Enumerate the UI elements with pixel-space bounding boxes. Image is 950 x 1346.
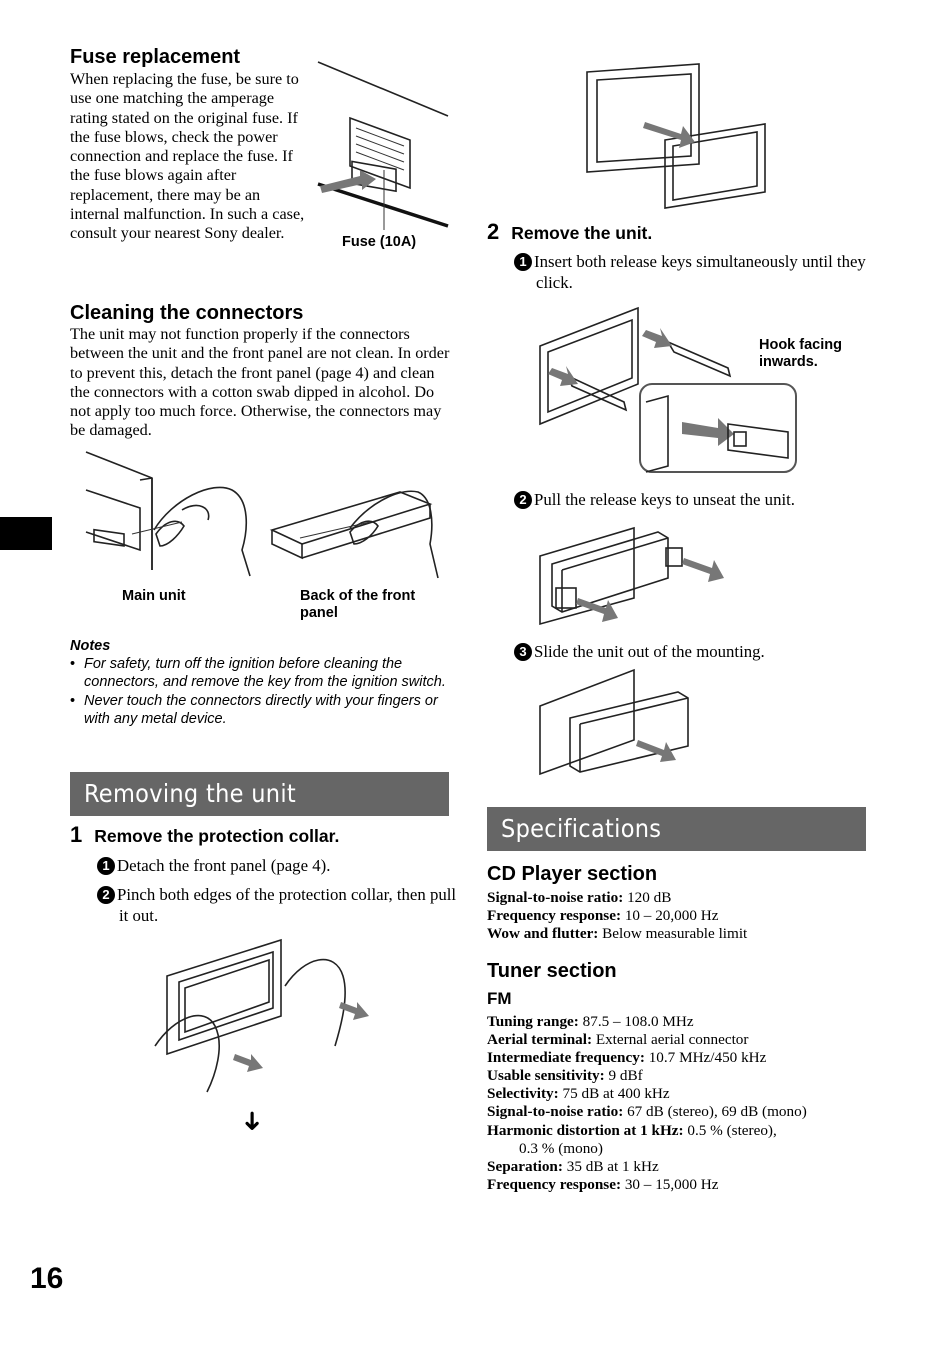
release-keys-illustration [538, 306, 800, 474]
spec-row: Tuning range: 87.5 – 108.0 MHz [487, 1013, 694, 1030]
spec-row: Selectivity: 75 dB at 400 kHz [487, 1085, 670, 1103]
spec-row: Aerial terminal: External aerial connector [487, 1031, 749, 1049]
section-tab [0, 517, 52, 550]
fuse-body: When replacing the fuse, be sure to use one matching the amperage rating stated on the original fuse. If the fuse blows, check the power connection and replace the fuse. If the fuse blows again after replacement, there may be an internal malfunction. In such a case, consult your nearest Sony dealer. [70, 70, 305, 243]
step-number: 2 [487, 219, 500, 244]
step2-sub1 [514, 252, 871, 293]
cd-player-heading: CD Player section [487, 863, 658, 885]
circled-number-icon: 1 [514, 253, 532, 271]
circled-number-icon: 3 [514, 643, 532, 661]
note-item: • For safety, turn off the ignition before cleaning the connectors, and remove the key from the ignition switch. [70, 655, 450, 691]
substep-text: Pinch both edges of the protection collar, then pull it out. [117, 885, 457, 925]
back-panel-label: Back of the front panel [300, 588, 416, 621]
fuse-heading: Fuse replacement [70, 46, 241, 68]
spec-row: Intermediate frequency: 10.7 MHz/450 kHz [487, 1049, 767, 1067]
substep-text: Insert both release keys simultaneously until they click. [534, 252, 866, 292]
down-arrow-icon: ➜ [236, 1110, 267, 1132]
step2-sub2 [514, 490, 854, 511]
spec-row: Signal-to-noise ratio: 120 dB [487, 889, 672, 906]
spec-row: Harmonic distortion at 1 kHz: 0.5 % (stereo), [487, 1121, 777, 1139]
step1-heading [70, 822, 339, 848]
note-item: • Never touch the connectors directly with your fingers or with any metal device. [70, 692, 450, 728]
circled-number-icon: 2 [97, 886, 115, 904]
spec-row: Wow and flutter: Below measurable limit [487, 925, 748, 943]
step-number: 1 [70, 822, 83, 847]
fuse-label: Fuse (10A) [342, 234, 417, 250]
tuner-heading: Tuner section [487, 960, 617, 982]
fm-heading: FM [487, 989, 512, 1008]
substep-text: Pull the release keys to unseat the unit. [534, 490, 795, 509]
spec-row: Signal-to-noise ratio: 67 dB (stereo), 69 dB (mono) [487, 1103, 807, 1121]
spec-row: Usable sensitivity: 9 dBf [487, 1067, 643, 1085]
step-title: Remove the protection collar. [94, 826, 340, 846]
step2-heading [487, 219, 652, 245]
cleaning-heading: Cleaning the connectors [70, 302, 304, 324]
step2-sub3 [514, 642, 854, 663]
hook-label: Hook facing inwards. [759, 337, 842, 370]
circled-number-icon: 1 [97, 857, 115, 875]
main-unit-illustration [82, 450, 252, 580]
step1-sub2 [97, 885, 464, 926]
front-panel-illustration [270, 482, 440, 582]
notes-heading: Notes [70, 638, 111, 654]
step1-sub1 [97, 856, 447, 877]
fuse-illustration [310, 58, 455, 228]
specifications-banner: Specifications [487, 807, 866, 851]
slide-out-illustration [538, 670, 688, 776]
fm-spec-list [487, 1013, 867, 1194]
spec-row: Frequency response: 10 – 20,000 Hz [487, 907, 719, 925]
notes [70, 637, 450, 728]
collar-removal-illustration [145, 936, 375, 1096]
spec-row: Separation: 35 dB at 1 kHz [487, 1157, 659, 1175]
unseat-unit-illustration [538, 528, 728, 624]
step-title: Remove the unit. [511, 223, 653, 243]
cleaning-body: The unit may not function properly if the connectors between the unit and the front panel are not clean. In order to prevent this, detach the front panel (page 4) and clean the connectors with a cotton swab dipped in alcohol. Do not apply too much force. Otherwise, the connectors may be damaged. [70, 325, 450, 440]
substep-text: Slide the unit out of the mounting. [534, 642, 765, 661]
cd-spec-list [487, 889, 867, 943]
page-number: 16 [30, 1262, 64, 1295]
collar-illustration [585, 62, 775, 212]
spec-row: 0.3 % (mono) [519, 1139, 603, 1157]
main-unit-label: Main unit [122, 588, 186, 604]
substep-text: Detach the front panel (page 4). [117, 856, 331, 875]
spec-row: Frequency response: 30 – 15,000 Hz [487, 1175, 719, 1193]
removing-banner: Removing the unit [70, 772, 449, 816]
circled-number-icon: 2 [514, 491, 532, 509]
